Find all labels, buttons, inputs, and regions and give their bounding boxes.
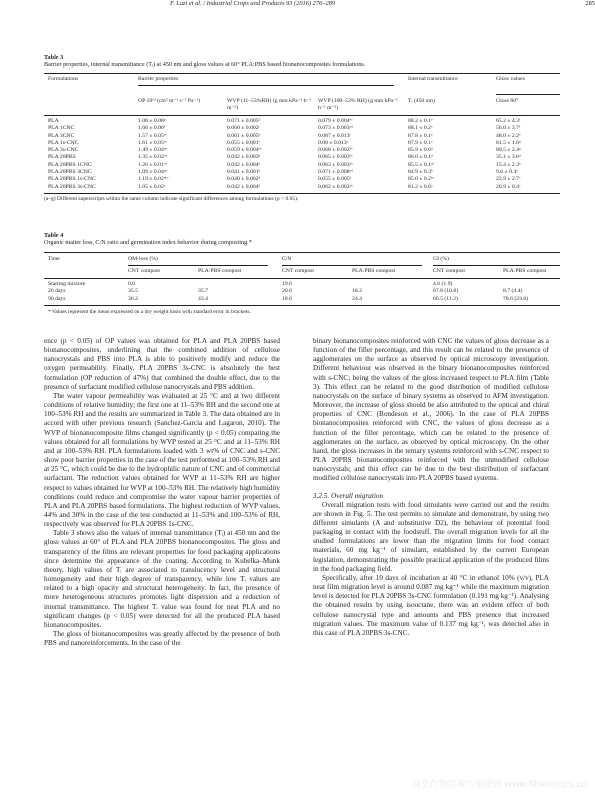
table3-cell: 56.0 ± 3.7ᶠ [496,125,521,132]
table4-cell: 90 days [48,295,66,302]
table4-col-gi-cnt [433,281,458,303]
table3-cell: 0.071 ± 0.005ᵈ [227,118,261,124]
table4-cell: 35.5 [128,288,138,295]
table3-cell: PLA 20PBS 1s-CNC [48,176,96,183]
table3-cell: 86.0 ± 0.1ᵈ [408,154,433,161]
table3-top-rule [44,73,560,74]
table4-header-cn: C/N [282,256,292,262]
table3-caption: Barrier properties, internal transmittance (Tᵢ) at 450 nm and gloss values at 60° PLA:PBS based bionanocomposites formulations. [44,61,366,69]
table4-cell: 20.6 [282,288,292,295]
table4-cell: Starting mixture [48,281,86,287]
table3-header-rule [44,115,560,116]
table3-cell: 35.1 ± 3.6ᵈ [496,154,521,161]
table3-cell: PLA 20PBS 3s-CNC [48,183,96,190]
table3-cell: PLA 1s-CNC [48,139,79,146]
table3-header-formulations: Formulations [48,76,79,82]
table3-caption-block [44,54,365,69]
table3-cell: 85.5 ± 0.1ᶜᵈ [408,161,435,168]
table3-col-wvp2 [318,118,353,191]
table4-col-gi-plapbs [503,281,528,303]
table3-cell: 22.9 ± 2.7ᶜ [496,176,521,183]
table3-cell: 0.041 ± 0.001ᵈ [227,169,261,176]
table4-sub-om-plapbs: PLA:PBS compost [198,268,242,274]
table3-cell: 0.042 ± 0.004ᵈ [227,183,261,190]
page-number: 285 [585,0,595,7]
table4-cell: 36.2 [128,295,138,302]
table4-cell [198,281,208,288]
table4-cell: 35.7 [198,288,208,295]
table4-cell: 0.0 [128,281,136,287]
table3-cell: 84.9 ± 0.3ᵇ [408,169,433,176]
table3-cell: PLA 1CNC [48,125,75,132]
table3-cell: 65.2 ± 4.3ᶠ [496,118,521,124]
table3-cell: 1.66 ± 0.06ᶠ [138,125,166,132]
table3-cell: 0.065 ± 0.003ᵇᶜ [318,154,353,161]
right-paragraph-3: Specifically, after 10 days of incubation at 40 °C in ethanol 10% (v/v), PLA neat film migration level is around 0.087 mg kg⁻¹ while the maximum migration level is detected for PLA 20PBS 3s-CNC formulation (0.191 mg kg⁻¹). Analysing the obtained results by using isooctane, there was an evident effect of both cellulose nanocrystal type and amounts and PBS presence that increased migration values. The maximum value of 0.137 mg kg⁻¹, was detected also in this case of PLA 20PBS 3s-CNC. [313,573,549,637]
table3-cell: 0.063 ± 0.003ᵃᵇ [318,161,353,168]
table3-cell: 20.9 ± 0.4ᶜ [496,183,521,190]
table4-footnote: * Values represent the mean expressed on a dry weight basis with standard error in brackets. [48,309,251,315]
table3-sub-ti: Tᵢ (450 nm) [408,98,435,104]
table4-col-cn-plapbs [352,281,362,303]
table4-col-om-cnt [128,281,138,303]
table3-cell: 80.5 ± 2.4ᵍ [496,147,521,154]
table4-om-underline [128,265,268,266]
table3-cell: 1.35 ± 0.02ᶜᵈ [138,154,168,161]
table3-cell: 0.040 ± 0.002ᵈ [227,176,261,183]
table4-col-om-plapbs [198,281,208,303]
table3-sub-op: OP 10¹² (cm³ m⁻¹ s⁻¹ Pa⁻¹) [138,98,201,104]
table3-col-ti [408,118,434,191]
table3-cell: 88.2 ± 0.1ᵉ [408,118,433,124]
table3-cell: 1.57 ± 0.05ᵉᶠ [138,132,167,139]
table4-cell: 67.8 (10.8) [433,288,459,295]
watermark: 麻类作物营养与施肥网 www.fibercrops.cn [411,780,587,790]
table3-cell: 0.042 ± 0.004ᵈ [227,161,261,168]
table4-label: Table 4 [44,232,64,239]
table4-sub-cn-cnt: CNT compost [282,268,314,274]
table4-cell: 78.6 (23.0) [503,295,529,302]
table4-sub-om-cnt: CNT compost [128,268,160,274]
table4-cell: 4.6 (1.9) [433,281,453,287]
table3-cell: 87.9 ± 0.1ᵉ [408,139,433,146]
table3-cell: 0.059 ± 0.004ᵇᶜ [227,147,262,154]
table4-top-rule [44,252,560,253]
table4-sub-gi-plapbs: PLA:PBS compost [503,268,547,274]
table4-header-om: OM-loss (%) [128,256,158,262]
left-paragraph-4: The gloss of bionanocomposites was greatly affected by the presence of both PBS and nanoreinforcements. In the case of the [44,630,280,648]
table3-col-op [138,118,169,191]
table3-label: Table 3 [44,54,64,61]
table3-cell: 0.055 ± 0.001ᶜ [227,139,261,146]
table4-col-time [48,281,85,303]
table3-sub-wvp1: WVP (11–53%RH) (g mm kPa⁻¹ h⁻¹ m⁻²) [227,98,312,112]
table3-header-transmittance: Internal transmittance [408,76,458,82]
table4-col-cn-cnt [282,281,292,303]
table3-cell: 1.09 ± 0.04ᵃᵇ [138,169,168,176]
table3-cell: 0.079 ± 0.004ᵇᶜ [318,118,353,124]
table3-cell: 85.9 ± 0.6ᵈ [408,147,433,154]
table4-header-time: Time [48,256,60,262]
table3-cell: 1.49 ± 0.04ᵈᵉ [138,147,168,154]
table3-cell: PLA 3CNC [48,132,75,139]
table4-cn-underline [282,265,422,266]
table3-col-wvp1 [227,118,262,191]
left-paragraph-3: Table 3 shows also the values of internal transmittance (Tᵢ) at 450 nm and the gloss values at 60° of PLA and PLA 20PBS bionanocomposites. The gloss and transparency of the films are relevant properties for food packaging applications since determine the appearance of the coating. According to Kubelka–Munk theory, high values of Tᵢ are associated to translucency level and structural homogeneity and their high degree of transparency, while low Tᵢ values are related to a high opacity and structural heterogeneity. In fact, the presence of more heterogeneous structures promotes light dispersion and a reduction of internal transmittance. The highest Tᵢ value was found for neat PLA and no significant changes (p < 0.05) were detected for all the produced PLA based bionanocomposites. [44,529,280,629]
table3-cell: 0.073 ± 0.003ᵃᵈ [318,125,353,132]
table3-cell: 0.055 ± 0.005ᵈ [318,176,352,183]
table3-cell: PLA 20PBS 1CNC [48,161,92,168]
table3-cell: 0.071 ± 0.008ᵃᵈ [318,169,353,176]
running-header [0,0,595,12]
table3-header-gloss: Gloss values [496,76,525,82]
table4-caption-block [44,232,252,247]
table3-cell: PLA 20PBS [48,154,76,161]
table3-cell: 0.068 ± 0.002ᵇᶜ [318,147,353,154]
table3-cell: 0.087 ± 0.013ᶜ [318,132,352,139]
table3-cell: 1.08 ± 0.08ᵍ [138,118,166,124]
table3-cell: 0.08 ± 0.013ᶜ [318,139,349,146]
table3-cell: 48.0 ± 2.2ᵉ [496,132,521,139]
running-title: F. Luzi et al. / Industrial Crops and Products 93 (2016) 276–289 [170,0,336,7]
table3-cell: 1.19 ± 0.02ᵃᵇᶜ [138,176,169,183]
table4-gi-underline [433,265,560,266]
table3-cell: 0.062 ± 0.002ᵃᵇ [318,183,353,190]
table4-cell [352,281,362,288]
table3-cell: 15.4 ± 2.3ᵇ [496,161,521,168]
table3-footnote: (a–g) Different superscripts within the same column indicate significant differences among formulations (p < 0.05). [44,196,299,202]
table3-cell: 81.2 ± 0.6ᵃ [408,183,433,190]
left-paragraph-2: The water vapour permeability was evaluated at 25 °C and at two different conditions of relative humidity; the first one at 11–53% RH and the second one at 100–53% RH and the results are summarized in Table 3. The data obtained are in accord with other previous research (Sanchez-Garcia and Lagaron, 2010). The WVP of bionanocomposite films changed significantly (p < 0.05) comparing the values obtained for all formulations by WVP tested at 25 °C and at 11–53% RH and at 100–53% RH. PLA formulations loaded with 3 wt% of CNC and s-CNC show poor barrier properties in the case of the test performed at 100–53% RH and at 25 °C, which could be due to the hydrophilic nature of CNC and of commercial surfactant. The reduction values obtained for WVP at 11–53% RH are higher respect to values obtained for WVP at 100–53% RH. The relatively high humidity conditions could reduce and compromise the water vapour barrier properties of PLA and PLA 20PBS based formulations. The highest reduction of WVP values, 44% and 30% in the case of the test conducted at 11–53% and 100–53% of RH, respectively was observed for PLA 20PBS 1s-CNC. [44,391,280,529]
table3-cell: 1.61 ± 0.05ᵉᶠ [138,139,167,146]
table3-cell: 0.060 ± 0.002ᶜ [227,125,261,132]
table4-cell: 66.5 (11.2) [433,295,458,302]
table3-cell: 88.1 ± 0.2ᵉ [408,125,433,132]
table3-cell: 81.5 ± 1.6ᵍ [496,139,521,146]
table3-cell: 9.6 ± 0.4ᵃ [496,169,518,176]
right-paragraph-1: binary bionanocomposites reinforced with CNC the values of gloss decrease as a function of the filler percentage, and this result can be related to the presence of agglomerates on the surface as observed by optical microscopy investigation. Different behaviour was observed in the binary bionanocomposites reinforced with s-CNC; being the values of the gloss increased respect to PLA film (Table 3). This effect can be related to the good distribution of modified cellulose nanocrystals on the surface of binary systems as observed to AFM investigation. Moreover, the increase of gloss should be also attributed to the optical and chiral properties of CNC (Bondeson et al., 2006). In the case of PLA 20PBS bionanocomposites reinforced with CNC, the values of gloss decrease as a function of the filler percentage, which can be related to the presence of agglomerates on the surface, as observed by optical microscopy. On the other hand, the gloss increases in the ternary systems reinforced with s-CNC respect to PLA 20PBS bionanocomposites reinforced with the unmodified cellulose nanocrystals; and this effect can be due to the best distribution of surfactant modified cellulose nanocrystals into PLA 20PBS based systems. [313,337,549,483]
section-heading-overall-migration: 3.2.5. Overall migration [313,491,384,500]
table3-col-formulation [48,118,96,191]
table3-sub-wvp2: WVP (100–53% RH) (g mm kPa⁻¹ h⁻¹ m⁻²) [318,98,398,112]
table4-cell: 19.6 [282,281,292,287]
table4-sub-gi-cnt: CNT compost [433,268,465,274]
table4-cell: 24.4 [352,295,362,302]
table4-header-rule [44,278,560,279]
table4-cell: 8.7 (4.4) [503,288,523,295]
table4-cell: 18.6 [282,295,292,302]
table4-sub-cn-plapbs: PLA:PBS compost [352,268,396,274]
table4-caption: Organic matter loss, C/N ratio and germination index behavior during composting.* [44,239,252,247]
table3-cell: 0.042 ± 0.003ᵈ [227,154,261,161]
table3-barrier-underline [138,85,394,86]
table3-cell: 87.8 ± 0.1ᵉ [408,132,433,139]
left-text-column [44,337,280,767]
table3-header-barrier: Barrier properties [138,76,179,82]
table3-cell: 1.05 ± 0.02ᵃ [138,183,166,190]
table4-cell: 18.2 [352,288,362,295]
table3-cell: PLA 20PBS 3CNC [48,169,92,176]
table4-cell: 20 days [48,288,66,295]
table3-sub-gloss: Gloss 60° [496,98,519,104]
table4-header-gi: GI (%) [433,256,449,262]
left-paragraph-1: ence (p < 0.05) of OP values was obtained for PLA and PLA 20PBS based bionanocomposites, underlining that the combined addition of cellulose nanocrystals and PBS into PLA is able to positively modify and reduce the oxygen permeability. Finally, PLA 20PBS 3s-CNC is absolutely the best formulation (OP reduction of 47%) that combined the double effect, due to the presence of surfactant modified cellulose nanocrystals and PBS addition. [44,337,280,391]
table3-cell: 1.26 ± 0.01ᵇᶜ [138,161,168,168]
table3-cell: 85.0 ± 0.2ᵇᶜ [408,176,435,183]
table4-bottom-rule [44,305,560,306]
table3-col-gloss [496,118,521,191]
table3-bottom-rule [44,193,560,194]
table4-cell: 43.4 [198,295,208,302]
table3-cell: PLA 3s-CNC [48,147,79,154]
table3-cell: 0.061 ± 0.005ᵇ [227,132,261,139]
right-text-column [313,337,549,767]
right-paragraph-2: Overall migration tests with food simulants were carried out and the results are shown in Fig. 5. The test permits to simulate and demonstrate, by using two different simulants (A and substitutive D2), the behaviour of potential food packaging in contact with the foodstuff. The overall migration levels for all the studied formulations are lower than the migration limits for food contact materials, 60 mg kg⁻¹ of simulant, established by the current European legislation, demonstrating the possible practical application of the produced films in the food packaging field. [313,500,549,573]
table3-cell: PLA [48,118,59,124]
table3-gloss-underline [496,94,560,95]
